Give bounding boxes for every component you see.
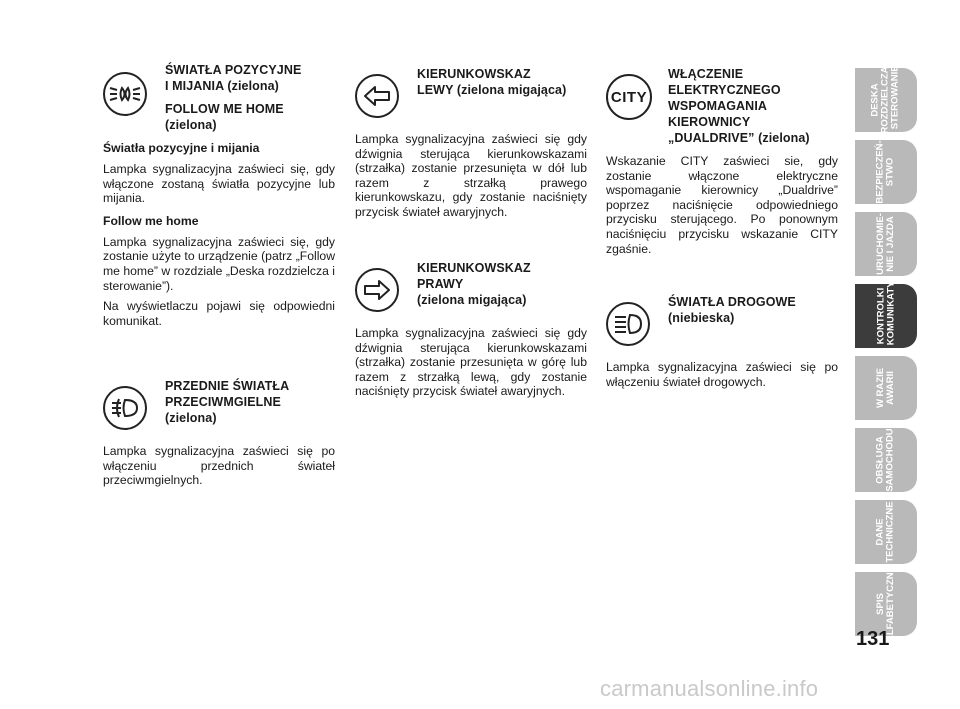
city-paragraph: Wskazanie CITY zaświeci sie, gdy zostanie włączone elektryczne wspomaganie kierownicy „Dualdrive” poprzez naciśnięcie odpowiedniego przycisku sterującego. Po ponownym naciśnięciu przycisku wskazanie CITY zgaśnie. <box>606 154 838 256</box>
tab-label-line: BEZPIECZEŃ- <box>875 140 886 204</box>
tab-label-line: DANE <box>874 518 886 546</box>
tab-label-line: OBSŁUGA <box>875 436 886 484</box>
main-beam-paragraph: Lampka sygnalizacyjna zaświeci się po włączeniu świateł drogowych. <box>606 360 838 389</box>
sidelights-paragraph: Lampka sygnalizacyjna zaświeci się, gdy włączone zostaną światła pozycyjne lub mijania. <box>103 162 335 206</box>
left-indicator-paragraph: Lampka sygnalizacyjna zaświeci się gdy dźwignia sterująca kierunkowskazami (strzałka) zostanie przesunięta w dół lub razem z strzałką prawego kierunkowskazu, gdy zostanie naciśnięty przycisk świateł awaryjnych. <box>355 132 587 219</box>
city-title-line1: WŁĄCZENIE <box>668 67 744 81</box>
tab-label <box>876 213 896 275</box>
tab-label-line: AWARII <box>884 371 896 405</box>
follow-me-home-paragraph: Lampka sygnalizacyjna zaświeci się, gdy zostanie użyte to urządzenie (patrz „Follow me home” w rozdziale „Deska rozdzielcza i sterowanie”). <box>103 234 335 293</box>
city-title-line5: „DUALDRIVE” (zielona) <box>668 131 810 145</box>
tab-label <box>876 282 896 351</box>
tab-label-line: SAMOCHODU <box>885 428 896 492</box>
main-beam-icon <box>606 302 650 346</box>
tab-deska-rozdzielcza[interactable] <box>855 65 917 135</box>
city-icon-text: CITY <box>610 88 648 106</box>
city-title-line4: KIEROWNICY <box>668 115 751 129</box>
main-beam-title <box>668 294 838 326</box>
front-fog-title-color: (zielona) <box>165 411 217 425</box>
main-beam-header <box>606 294 838 354</box>
follow-me-home-color: (zielona) <box>165 118 217 132</box>
front-fog-section <box>103 378 335 488</box>
tab-uruchomienie[interactable] <box>855 212 917 276</box>
front-fog-light-icon <box>103 386 147 430</box>
tab-label-line: KONTROLKI <box>875 287 886 345</box>
tab-label-line: URUCHOMIE- <box>875 213 886 275</box>
tab-label-line: I STEROWANIE <box>890 65 901 135</box>
left-indicator-header <box>355 66 587 126</box>
follow-me-home-subhead: Follow me home <box>103 213 199 228</box>
city-icon <box>606 74 652 120</box>
follow-me-home-title: FOLLOW ME HOME <box>165 102 284 116</box>
front-fog-title-line2: PRZECIWMGIELNE <box>165 395 281 409</box>
tab-label-line: ROZDZIELCZA <box>880 66 891 134</box>
tab-obsluga[interactable] <box>855 428 917 492</box>
tab-label-line: ALFABETYCZNY <box>885 566 896 642</box>
city-title <box>668 66 838 146</box>
tab-label-line: W RAZIE <box>874 367 886 409</box>
sidelights-title-line2-rest: (zielona) <box>223 79 279 93</box>
page-number: 131 <box>856 628 890 650</box>
right-indicator-title-line1: KIERUNKOWSKAZ <box>417 261 531 275</box>
main-beam-section <box>606 294 838 389</box>
right-indicator-title <box>417 260 587 308</box>
city-section <box>606 66 838 256</box>
tab-w-razie-awarii[interactable] <box>855 356 917 420</box>
display-message-paragraph: Na wyświetlaczu pojawi się odpowiedni komunikat. <box>103 299 335 328</box>
front-fog-title-line1: PRZEDNIE ŚWIATŁA <box>165 379 290 393</box>
tab-label <box>876 428 896 491</box>
right-indicator-header <box>355 260 587 320</box>
city-title-line2: ELEKTRYCZNEGO <box>668 83 781 97</box>
sidelights-title-line2-bold: I MIJANIA <box>165 79 224 93</box>
sidelights-header <box>103 62 335 133</box>
tab-label-line: SPIS <box>875 593 886 615</box>
right-arrow-icon <box>355 268 399 312</box>
left-arrow-icon <box>355 74 399 118</box>
watermark: carmanualsonline.info <box>600 676 819 701</box>
city-title-line3: WSPOMAGANIA <box>668 99 768 113</box>
tab-label <box>876 368 896 408</box>
right-indicator-title-color: (zielona migająca) <box>417 293 527 307</box>
front-fog-title <box>165 378 335 426</box>
front-fog-header <box>103 378 335 438</box>
left-indicator-section <box>355 66 587 220</box>
tab-label-line: STWO <box>885 157 896 187</box>
right-indicator-title-line2: PRAWY <box>417 277 464 291</box>
right-indicator-section <box>355 260 587 399</box>
tab-bezpieczenstwo[interactable] <box>855 140 917 204</box>
tab-label <box>876 140 896 203</box>
front-fog-paragraph: Lampka sygnalizacyjna zaświeci się po włączeniu przednich świateł przeciwmgielnych. <box>103 444 335 488</box>
main-beam-title-line1: ŚWIATŁA DROGOWE <box>668 295 796 309</box>
right-indicator-paragraph: Lampka sygnalizacyjna zaświeci się gdy dźwignia sterująca kierunkowskazami (strzałka) zostanie przesunięta w górę lub razem z strzałką lewą, gdy zostanie naciśnięty przycisk świateł awaryjnych. <box>355 326 587 399</box>
tab-label-line: DESKA <box>870 83 881 117</box>
tab-dane-techniczne[interactable] <box>855 500 917 564</box>
city-header <box>606 66 838 148</box>
tab-label-line: NIE I JAZDA <box>885 216 896 272</box>
sidelights-title-line1: ŚWIATŁA POZYCYJNE <box>165 63 302 77</box>
sidelights-section <box>103 62 335 328</box>
left-indicator-title <box>417 66 587 98</box>
left-indicator-title-line2: LEWY (zielona migająca) <box>417 83 567 97</box>
sidelights-title <box>165 62 335 133</box>
left-indicator-title-line1: KIERUNKOWSKAZ <box>417 67 531 81</box>
sidelights-subhead: Światła pozycyjne i mijania <box>103 141 260 155</box>
sidelights-title-line2 <box>165 78 335 94</box>
tab-label-line: TECHNICZNE <box>884 501 896 563</box>
tab-kontrolki[interactable] <box>855 281 917 351</box>
tab-label-line: I KOMUNIKATY <box>885 281 896 351</box>
main-beam-title-color: (niebieska) <box>668 311 735 325</box>
tab-label <box>876 501 896 562</box>
tab-label <box>871 65 901 134</box>
sidelights-icon <box>103 72 147 116</box>
